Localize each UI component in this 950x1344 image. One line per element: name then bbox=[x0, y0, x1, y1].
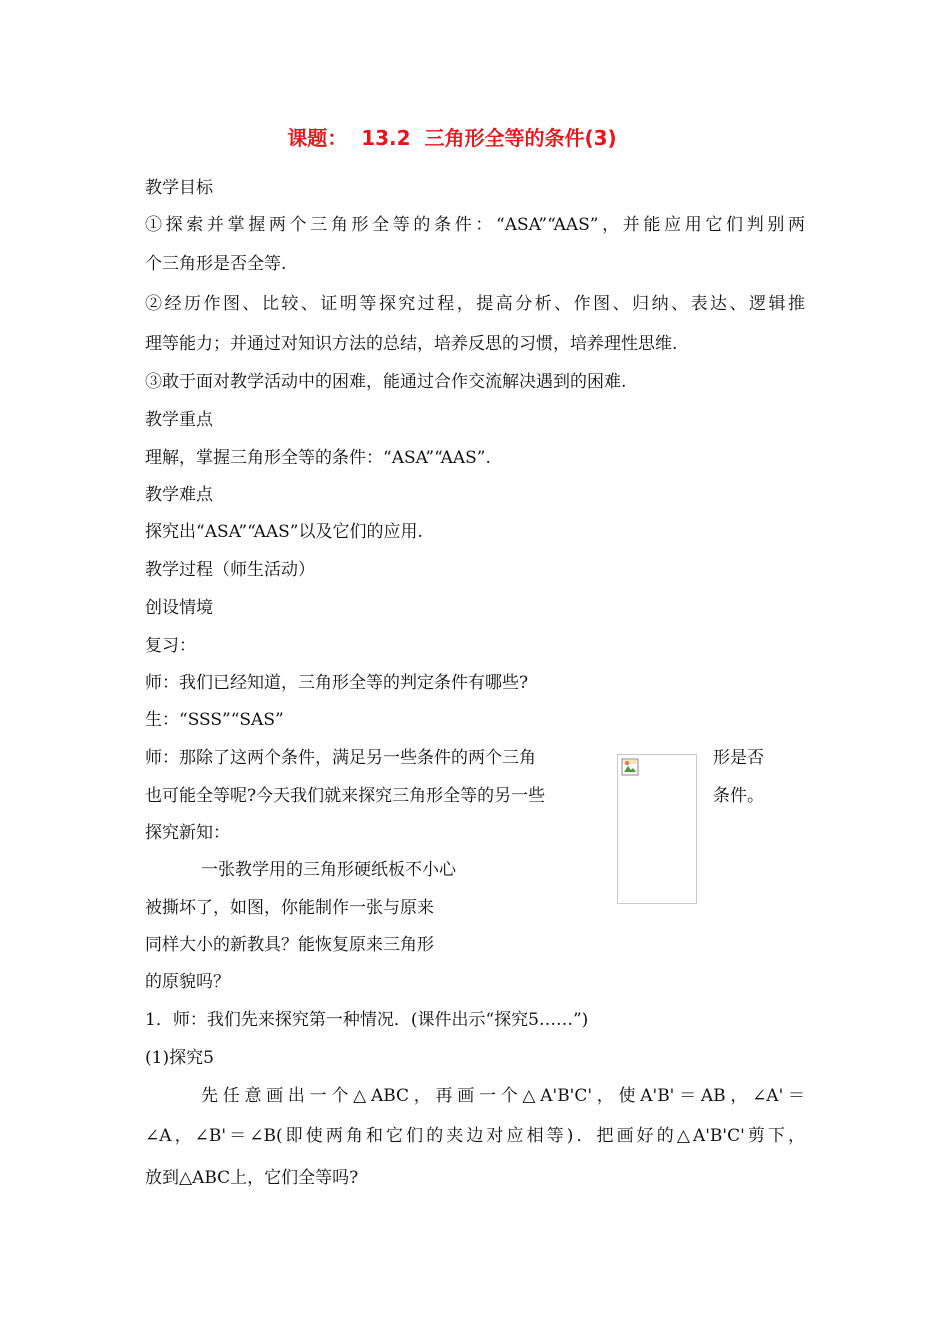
paragraph-line: 师：那除了这两个条件，满足另一些条件的两个三角 bbox=[145, 748, 536, 768]
wrapped-text-fragment: 条件。 bbox=[713, 786, 764, 806]
paragraph-line: 先任意画出一个△ABC，再画一个△A'B'C'，使A'B'＝AB，∠A'＝ bbox=[201, 1086, 805, 1106]
paragraph-line: 的原貌吗？ bbox=[145, 972, 230, 992]
paragraph-line: 个三角形是否全等. bbox=[145, 254, 287, 274]
paragraph-line: 一张教学用的三角形硬纸板不小心 bbox=[201, 860, 456, 880]
section-heading-difficulties: 教学难点 bbox=[145, 485, 213, 505]
paragraph-line: 理解，掌握三角形全等的条件：“ASA”“AAS”. bbox=[145, 448, 491, 468]
paragraph-line: 1．师：我们先来探究第一种情况．(课件出示“探究5……”) bbox=[145, 1010, 589, 1030]
paragraph-line: 师：我们已经知道，三角形全等的判定条件有哪些? bbox=[145, 673, 529, 693]
paragraph-line: 复习： bbox=[145, 636, 196, 656]
figure-placeholder bbox=[617, 754, 697, 904]
section-heading-explore: 探究新知： bbox=[145, 823, 230, 843]
paragraph-line: 也可能全等呢?今天我们就来探究三角形全等的另一些 bbox=[145, 786, 546, 806]
section-heading-key-points: 教学重点 bbox=[145, 410, 213, 430]
paragraph-line: 同样大小的新教具？能恢复原来三角形 bbox=[145, 935, 434, 955]
paragraph-line: ∠A，∠B'＝∠B(即使两角和它们的夹边对应相等)．把画好的△A'B'C'剪下， bbox=[145, 1126, 805, 1146]
paragraph-line: ②经历作图、比较、证明等探究过程，提高分析、作图、归纳、表达、逻辑推 bbox=[145, 294, 805, 314]
paragraph-line: 理等能力；并通过对知识方法的总结，培养反思的习惯，培养理性思维. bbox=[145, 334, 678, 354]
paragraph-line: 探究出“ASA”“AAS”以及它们的应用. bbox=[145, 522, 423, 542]
paragraph-line: 被撕坏了，如图，你能制作一张与原来 bbox=[145, 898, 434, 918]
document-title: 课题： 13.2 三角形全等的条件(3) bbox=[287, 126, 617, 150]
paragraph-line: ③敢于面对教学活动中的困难，能通过合作交流解决遇到的困难. bbox=[145, 372, 627, 392]
section-heading-objectives: 教学目标 bbox=[145, 178, 213, 198]
paragraph-line: 生：“SSS”“SAS” bbox=[145, 710, 284, 730]
wrapped-text-fragment: 形是否 bbox=[713, 748, 764, 768]
section-heading-process: 教学过程（师生活动） bbox=[145, 560, 315, 580]
broken-image-icon bbox=[621, 758, 639, 776]
paragraph-line: ①探索并掌握两个三角形全等的条件：“ASA”“AAS”，并能应用它们判别两 bbox=[145, 215, 805, 235]
section-heading-explore-5: (1)探究5 bbox=[145, 1048, 214, 1068]
paragraph-line: 放到△ABC上，它们全等吗? bbox=[145, 1168, 359, 1188]
section-heading-situation: 创设情境 bbox=[145, 598, 213, 618]
